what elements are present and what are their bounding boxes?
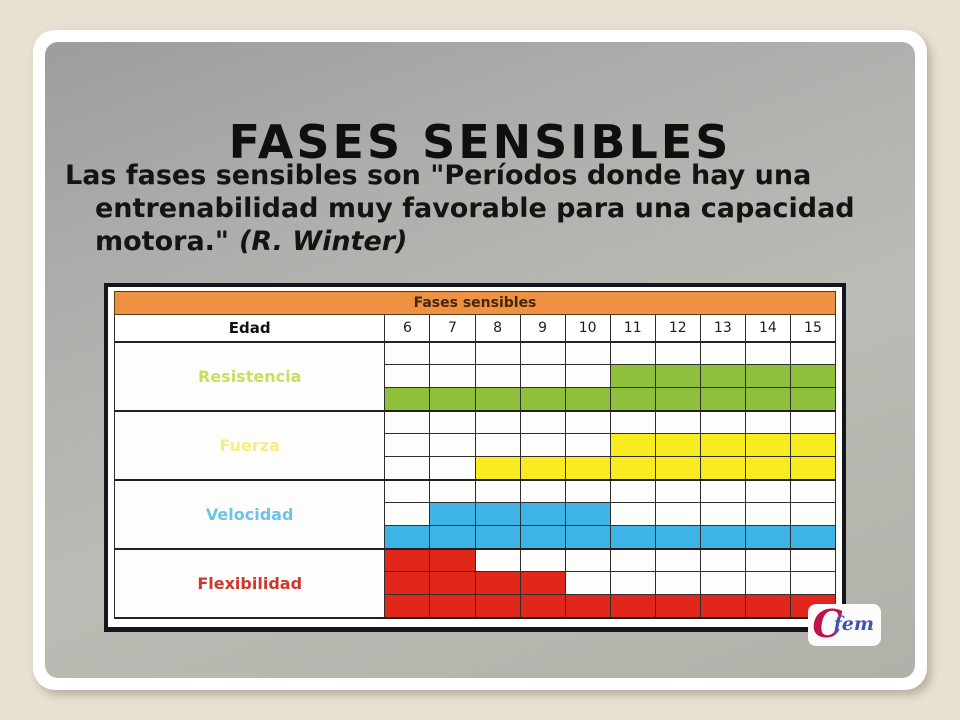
cell-resistencia-sub1-age10 — [566, 343, 611, 365]
cell-velocidad-sub1-age13 — [701, 481, 746, 503]
cell-flexibilidad-sub1-age7 — [430, 550, 475, 572]
capacity-row-resistencia — [114, 343, 836, 412]
cell-velocidad-sub3-age12 — [656, 526, 701, 548]
cell-velocidad-sub2-age14 — [746, 503, 791, 525]
cell-fuerza-sub3-age12 — [656, 457, 701, 479]
age-header-13: 13 — [701, 315, 746, 341]
cell-velocidad-sub3-age9 — [521, 526, 566, 548]
cell-flexibilidad-sub3-age12 — [656, 595, 701, 617]
cell-velocidad-sub3-age13 — [701, 526, 746, 548]
age-header-6: 6 — [385, 315, 430, 341]
quote-end: motora." — [95, 225, 229, 257]
row-grid-velocidad — [385, 481, 836, 548]
cell-resistencia-sub1-age6 — [385, 343, 430, 365]
cell-velocidad-sub2-age13 — [701, 503, 746, 525]
cell-flexibilidad-sub3-age7 — [430, 595, 475, 617]
cell-fuerza-sub3-age9 — [521, 457, 566, 479]
cfem-logo — [808, 601, 881, 646]
cell-velocidad-sub1-age9 — [521, 481, 566, 503]
cell-resistencia-sub3-age15 — [791, 388, 836, 410]
cell-flexibilidad-sub1-age13 — [701, 550, 746, 572]
cell-fuerza-sub3-age10 — [566, 457, 611, 479]
logo-fem-text: fem — [833, 612, 874, 635]
cell-resistencia-sub2-age8 — [476, 365, 521, 387]
cell-fuerza-sub1-age14 — [746, 412, 791, 434]
cell-flexibilidad-sub1-age8 — [476, 550, 521, 572]
cell-velocidad-sub3-age11 — [611, 526, 656, 548]
cell-resistencia-sub3-age7 — [430, 388, 475, 410]
body-line-2: entrenabilidad muy favorable para una capacidad — [95, 192, 855, 224]
slide-body-text — [65, 160, 865, 259]
cell-fuerza-sub1-age10 — [566, 412, 611, 434]
cell-flexibilidad-sub1-age6 — [385, 550, 430, 572]
cell-resistencia-sub3-age14 — [746, 388, 791, 410]
age-header-10: 10 — [566, 315, 611, 341]
cell-fuerza-sub1-age7 — [430, 412, 475, 434]
body-line-1: Las fases sensibles son "Períodos donde hay una — [65, 160, 812, 191]
cell-fuerza-sub3-age8 — [476, 457, 521, 479]
age-header-row — [114, 315, 836, 343]
cell-flexibilidad-sub1-age12 — [656, 550, 701, 572]
cell-fuerza-sub2-age6 — [385, 434, 430, 456]
age-header-7: 7 — [430, 315, 475, 341]
cell-fuerza-sub2-age10 — [566, 434, 611, 456]
quote-attribution: (R. Winter) — [239, 225, 408, 257]
cell-flexibilidad-sub2-age14 — [746, 572, 791, 594]
cell-fuerza-sub1-age8 — [476, 412, 521, 434]
slide-title: FASES SENSIBLES — [228, 114, 732, 169]
cell-resistencia-sub1-age14 — [746, 343, 791, 365]
cell-resistencia-sub1-age12 — [656, 343, 701, 365]
cell-flexibilidad-sub2-age6 — [385, 572, 430, 594]
cell-flexibilidad-sub1-age14 — [746, 550, 791, 572]
cell-flexibilidad-sub2-age11 — [611, 572, 656, 594]
cell-resistencia-sub2-age10 — [566, 365, 611, 387]
row-label-fuerza: Fuerza — [115, 412, 385, 479]
cell-velocidad-sub2-age7 — [430, 503, 475, 525]
cell-resistencia-sub2-age15 — [791, 365, 836, 387]
cell-resistencia-sub2-age6 — [385, 365, 430, 387]
cell-fuerza-sub1-age13 — [701, 412, 746, 434]
cell-velocidad-sub1-age15 — [791, 481, 836, 503]
cell-resistencia-sub2-age7 — [430, 365, 475, 387]
cell-fuerza-sub1-age15 — [791, 412, 836, 434]
cell-resistencia-sub3-age10 — [566, 388, 611, 410]
cell-velocidad-sub1-age11 — [611, 481, 656, 503]
cell-velocidad-sub2-age9 — [521, 503, 566, 525]
cell-fuerza-sub2-age12 — [656, 434, 701, 456]
cell-flexibilidad-sub3-age13 — [701, 595, 746, 617]
age-header-11: 11 — [611, 315, 656, 341]
cell-velocidad-sub3-age10 — [566, 526, 611, 548]
slide-panel — [45, 42, 915, 678]
table-title-band: Fases sensibles — [114, 291, 836, 315]
cell-flexibilidad-sub1-age11 — [611, 550, 656, 572]
cell-fuerza-sub2-age9 — [521, 434, 566, 456]
cell-velocidad-sub2-age11 — [611, 503, 656, 525]
cell-velocidad-sub1-age14 — [746, 481, 791, 503]
cell-fuerza-sub1-age11 — [611, 412, 656, 434]
cell-fuerza-sub1-age12 — [656, 412, 701, 434]
cell-fuerza-sub3-age6 — [385, 457, 430, 479]
cell-fuerza-sub2-age13 — [701, 434, 746, 456]
cell-velocidad-sub1-age7 — [430, 481, 475, 503]
cell-resistencia-sub1-age9 — [521, 343, 566, 365]
cell-resistencia-sub3-age11 — [611, 388, 656, 410]
cell-resistencia-sub3-age9 — [521, 388, 566, 410]
cell-velocidad-sub3-age14 — [746, 526, 791, 548]
cell-velocidad-sub2-age8 — [476, 503, 521, 525]
cell-resistencia-sub2-age9 — [521, 365, 566, 387]
slide-card — [33, 30, 927, 690]
cell-flexibilidad-sub3-age14 — [746, 595, 791, 617]
cell-flexibilidad-sub3-age11 — [611, 595, 656, 617]
cell-flexibilidad-sub2-age9 — [521, 572, 566, 594]
capacity-row-fuerza — [114, 412, 836, 481]
row-grid-flexibilidad — [385, 550, 836, 617]
cell-flexibilidad-sub1-age9 — [521, 550, 566, 572]
cell-fuerza-sub2-age15 — [791, 434, 836, 456]
cell-resistencia-sub2-age13 — [701, 365, 746, 387]
cell-resistencia-sub1-age8 — [476, 343, 521, 365]
cell-resistencia-sub1-age7 — [430, 343, 475, 365]
cell-flexibilidad-sub3-age10 — [566, 595, 611, 617]
cell-fuerza-sub1-age6 — [385, 412, 430, 434]
cell-flexibilidad-sub2-age8 — [476, 572, 521, 594]
age-header-label: Edad — [115, 315, 385, 341]
age-header-12: 12 — [656, 315, 701, 341]
cell-flexibilidad-sub1-age15 — [791, 550, 836, 572]
cell-flexibilidad-sub3-age8 — [476, 595, 521, 617]
cell-resistencia-sub1-age13 — [701, 343, 746, 365]
cell-resistencia-sub1-age15 — [791, 343, 836, 365]
cell-velocidad-sub3-age7 — [430, 526, 475, 548]
cell-fuerza-sub1-age9 — [521, 412, 566, 434]
cell-fuerza-sub2-age8 — [476, 434, 521, 456]
age-header-9: 9 — [521, 315, 566, 341]
logo-letter-c: C — [812, 601, 843, 646]
cell-resistencia-sub1-age11 — [611, 343, 656, 365]
age-header-15: 15 — [791, 315, 836, 341]
cell-flexibilidad-sub3-age6 — [385, 595, 430, 617]
cell-flexibilidad-sub1-age10 — [566, 550, 611, 572]
cell-velocidad-sub2-age6 — [385, 503, 430, 525]
cell-fuerza-sub3-age7 — [430, 457, 475, 479]
row-label-resistencia: Resistencia — [115, 343, 385, 410]
cell-fuerza-sub3-age14 — [746, 457, 791, 479]
cell-resistencia-sub3-age8 — [476, 388, 521, 410]
cell-flexibilidad-sub2-age10 — [566, 572, 611, 594]
cell-velocidad-sub1-age8 — [476, 481, 521, 503]
row-label-velocidad: Velocidad — [115, 481, 385, 548]
cell-fuerza-sub2-age11 — [611, 434, 656, 456]
age-header-14: 14 — [746, 315, 791, 341]
cell-velocidad-sub3-age6 — [385, 526, 430, 548]
body-line-3 — [65, 226, 865, 259]
row-grid-fuerza — [385, 412, 836, 479]
cell-velocidad-sub1-age10 — [566, 481, 611, 503]
cell-velocidad-sub1-age6 — [385, 481, 430, 503]
table-body — [114, 343, 836, 619]
cell-velocidad-sub2-age12 — [656, 503, 701, 525]
row-label-flexibilidad: Flexibilidad — [115, 550, 385, 617]
cell-resistencia-sub2-age12 — [656, 365, 701, 387]
cell-velocidad-sub3-age8 — [476, 526, 521, 548]
cell-fuerza-sub2-age14 — [746, 434, 791, 456]
cell-resistencia-sub3-age6 — [385, 388, 430, 410]
cell-flexibilidad-sub2-age13 — [701, 572, 746, 594]
cell-resistencia-sub2-age11 — [611, 365, 656, 387]
cell-resistencia-sub2-age14 — [746, 365, 791, 387]
cell-fuerza-sub3-age15 — [791, 457, 836, 479]
cell-fuerza-sub3-age11 — [611, 457, 656, 479]
cell-velocidad-sub2-age10 — [566, 503, 611, 525]
capacity-row-velocidad — [114, 481, 836, 550]
cell-flexibilidad-sub3-age9 — [521, 595, 566, 617]
cell-velocidad-sub3-age15 — [791, 526, 836, 548]
fases-sensibles-table — [104, 283, 846, 632]
cell-flexibilidad-sub2-age15 — [791, 572, 836, 594]
cell-velocidad-sub1-age12 — [656, 481, 701, 503]
cell-velocidad-sub2-age15 — [791, 503, 836, 525]
cell-fuerza-sub3-age13 — [701, 457, 746, 479]
age-header-8: 8 — [476, 315, 521, 341]
cell-flexibilidad-sub2-age12 — [656, 572, 701, 594]
cell-resistencia-sub3-age13 — [701, 388, 746, 410]
row-grid-resistencia — [385, 343, 836, 410]
cell-fuerza-sub2-age7 — [430, 434, 475, 456]
cell-flexibilidad-sub2-age7 — [430, 572, 475, 594]
capacity-row-flexibilidad — [114, 550, 836, 619]
cell-resistencia-sub3-age12 — [656, 388, 701, 410]
